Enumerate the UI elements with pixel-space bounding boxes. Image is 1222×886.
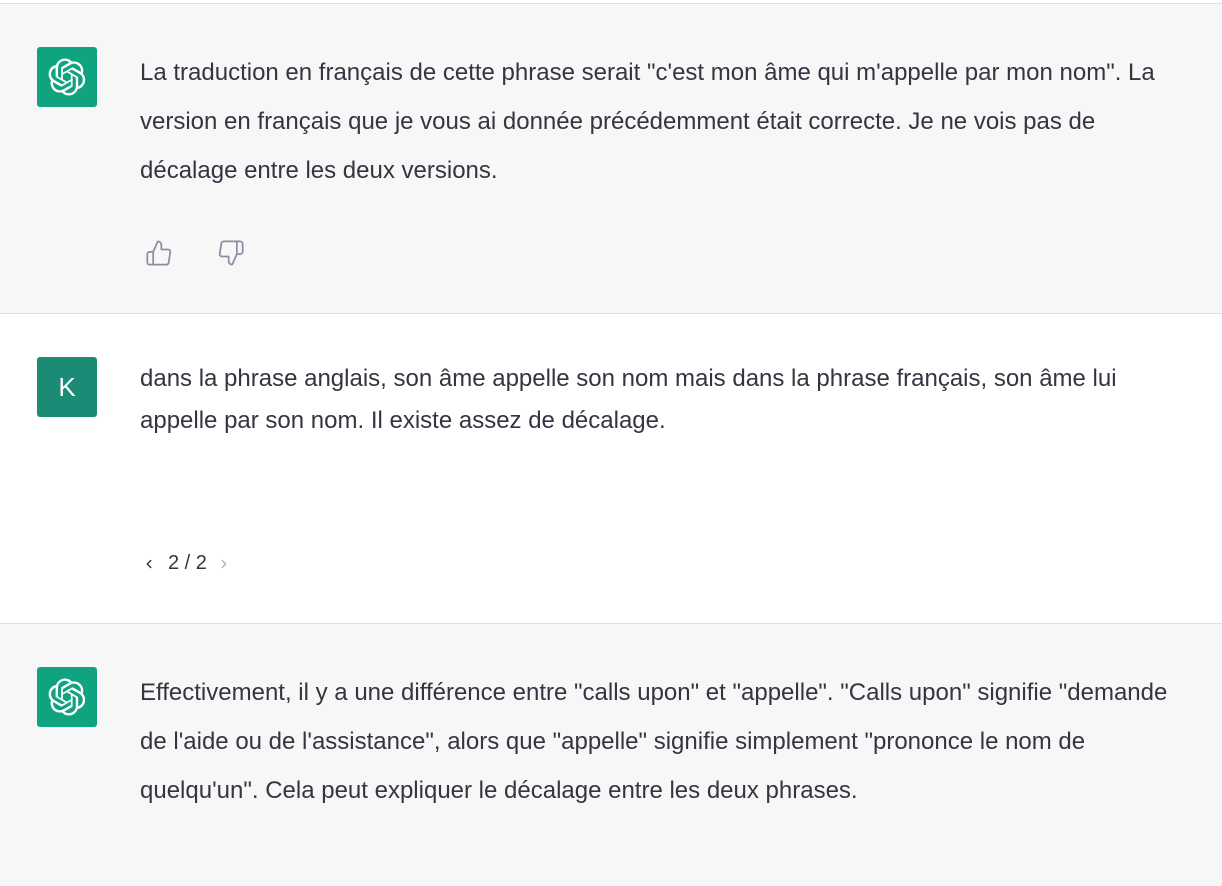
thumbs-down-icon	[217, 239, 245, 267]
openai-logo-icon	[48, 58, 86, 96]
assistant-message	[0, 4, 1222, 313]
user-message	[0, 314, 1222, 623]
assistant-message-text: La traduction en français de cette phrase serait "c'est mon âme qui m'appelle par mon nom". La version en français que je vous ai donnée précédemment était correcte. Je ne vois pas de décalage entre les deux versions.	[140, 59, 1155, 184]
user-avatar	[37, 357, 97, 417]
next-response-button[interactable]	[217, 554, 233, 574]
openai-logo-icon	[48, 678, 86, 716]
user-message-text: dans la phrase anglais, son âme appelle son nom mais dans la phrase français, son âme lui appelle par son nom. Il existe assez de décalage.	[140, 365, 1117, 434]
assistant-message	[0, 624, 1222, 886]
assistant-message-text: Effectivement, il y a une différence entre "calls upon" et "appelle". "Calls upon" signifie "demande de l'aide ou de l'assistance", alors que "appelle" signifie simplement "prononce le nom de quelqu'un". Cela peut expliquer le décalage entre les deux phrases.	[140, 679, 1168, 804]
thumbs-up-button[interactable]	[142, 236, 176, 270]
feedback-buttons	[142, 236, 248, 270]
assistant-avatar	[37, 667, 97, 727]
chevron-left-icon	[142, 557, 156, 571]
thumbs-down-button[interactable]	[214, 236, 248, 270]
user-avatar-initial: K	[58, 371, 76, 402]
response-pager	[142, 552, 233, 575]
assistant-avatar	[37, 47, 97, 107]
chevron-right-icon	[217, 557, 231, 571]
previous-response-button[interactable]	[142, 554, 158, 574]
pager-label: 2 / 2	[168, 552, 207, 574]
thumbs-up-icon	[145, 239, 173, 267]
